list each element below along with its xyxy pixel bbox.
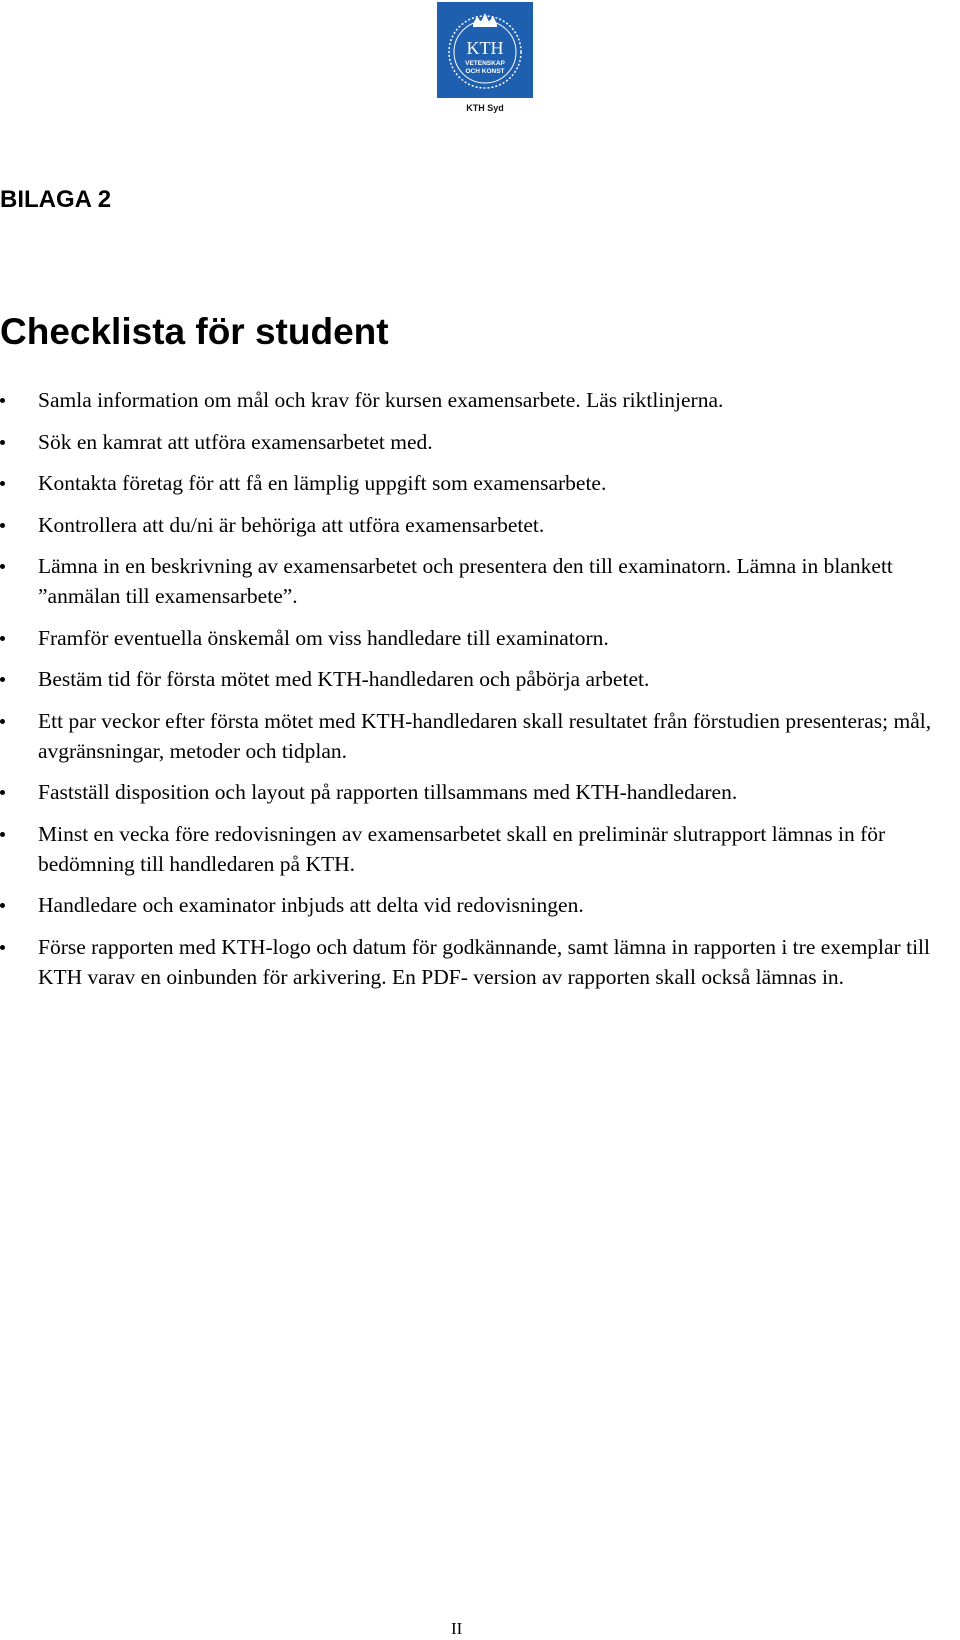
bullet-icon [0, 903, 5, 908]
checklist-item [0, 819, 958, 879]
logo-motto-line-1: VETENSKAP [465, 60, 505, 67]
bullet-icon [0, 398, 5, 403]
bullet-icon [0, 636, 5, 641]
bullet-icon [0, 677, 5, 682]
checklist-item [0, 623, 958, 653]
kth-crest-icon [437, 2, 533, 98]
bullet-icon [0, 440, 5, 445]
checklist-item-text: Sök en kamrat att utföra examensarbetet med. [38, 429, 433, 454]
bullet-icon [0, 481, 5, 486]
checklist-item-text: Lämna in en beskrivning av examensarbetet och presentera den till examinatorn. Lämna in blankett ”anmälan till examensarbete”. [38, 554, 893, 608]
kth-logo [437, 2, 533, 113]
checklist-item-text: Minst en vecka före redovisningen av examensarbetet skall en preliminär slutrapport lämnas in för bedömning till handledaren på KTH. [38, 821, 886, 876]
bullet-icon [0, 790, 5, 795]
bullet-icon [0, 719, 5, 724]
page-title: Checklista för student [0, 311, 389, 352]
page-number: II [451, 1619, 463, 1638]
checklist [0, 385, 958, 1003]
bullet-icon [0, 945, 5, 950]
checklist-item [0, 427, 958, 457]
checklist-item-text: Samla information om mål och krav för kursen examensarbete. Läs riktlinjerna. [38, 388, 724, 412]
checklist-item [0, 551, 958, 611]
checklist-item [0, 932, 958, 992]
bullet-icon [0, 523, 5, 528]
logo-text: KTH [466, 38, 504, 58]
logo-motto-line-2: OCH KONST [465, 68, 505, 75]
checklist-item-text: Handledare och examinator inbjuds att delta vid redovisningen. [38, 893, 584, 917]
checklist-item-text: Förse rapporten med KTH-logo och datum för godkännande, samt lämna in rapporten i tre exemplar till KTH varav en oinbunden för arkivering. En PDF- version av rapporten skall också lämnas in. [38, 934, 930, 989]
checklist-item-text: Kontrollera att du/ni är behöriga att utföra examensarbetet. [38, 512, 545, 537]
checklist-item [0, 777, 958, 807]
appendix-label: BILAGA 2 [0, 186, 112, 213]
bullet-icon [0, 564, 5, 569]
checklist-item [0, 664, 958, 694]
checklist-item-text: Kontakta företag för att få en lämplig uppgift som examensarbete. [38, 471, 607, 495]
checklist-item [0, 385, 958, 415]
checklist-item [0, 510, 958, 540]
checklist-item [0, 890, 958, 920]
checklist-item-text: Framför eventuella önskemål om viss handledare till examinatorn. [38, 625, 609, 650]
bullet-icon [0, 832, 5, 837]
checklist-item-text: Bestäm tid för första mötet med KTH-handledaren och påbörja arbetet. [38, 667, 650, 691]
checklist-item-text: Fastställ disposition och layout på rapporten tillsammans med KTH-handledaren. [38, 780, 738, 804]
checklist-item-text: Ett par veckor efter första mötet med KTH-handledaren skall resultatet från förstudien presenteras; mål, avgränsningar, metoder och tidplan. [38, 708, 932, 763]
checklist-item [0, 468, 958, 498]
logo-caption: KTH Syd [466, 103, 504, 113]
checklist-item [0, 706, 958, 766]
